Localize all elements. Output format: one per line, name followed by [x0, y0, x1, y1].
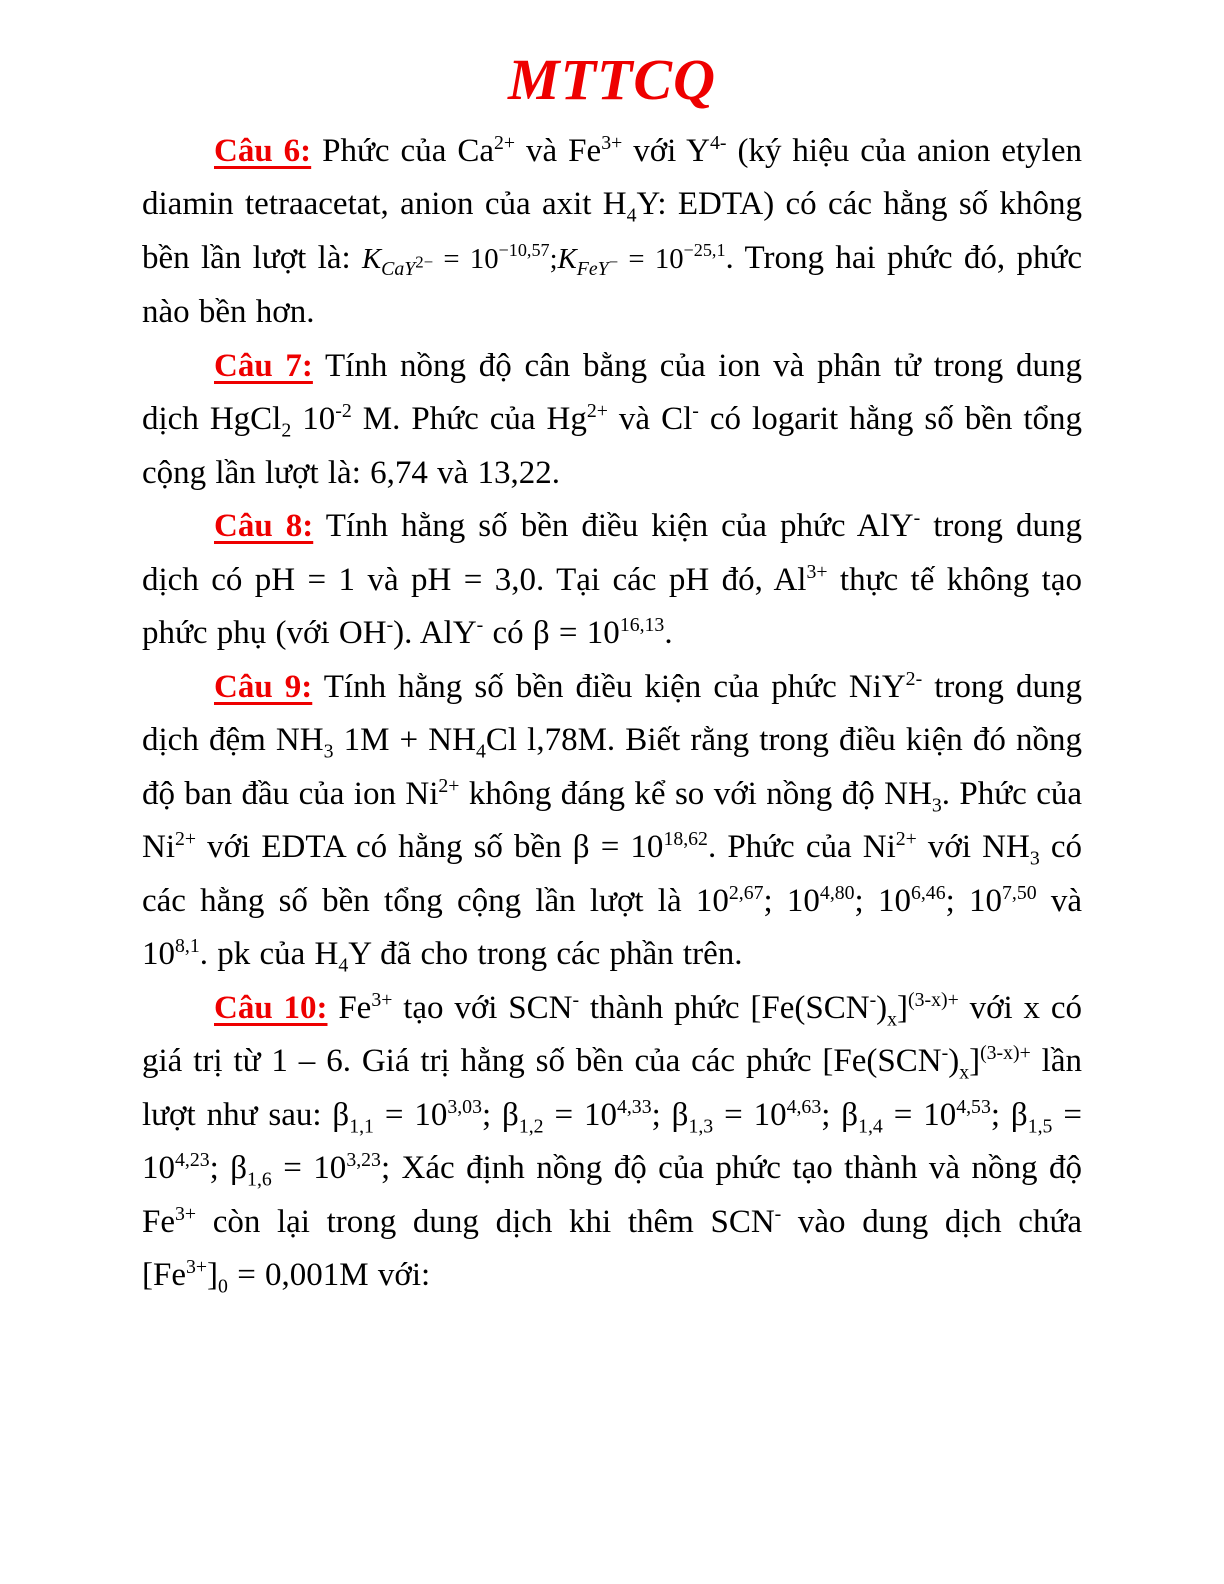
text-run: 3+ [601, 131, 623, 154]
text-run: 1,4 [858, 1115, 883, 1138]
text-run: − [608, 252, 619, 272]
paragraph-cau-9 [142, 661, 1082, 982]
text-run: = 10 [142, 1096, 1082, 1186]
text-run: 1,3 [688, 1115, 714, 1138]
text-run: = 10 [271, 1150, 347, 1186]
text-run: 7,50 [1002, 881, 1037, 904]
text-run: 1M + NH [333, 722, 476, 758]
text-run: 2,67 [728, 881, 764, 904]
text-run: 3+ [175, 1202, 197, 1225]
text-run: Y: EDTA) có các hằng số không bền lần lượt là: [142, 186, 1083, 276]
text-run: FeY [576, 258, 609, 281]
text-run: - [692, 400, 699, 422]
text-run: 3,03 [447, 1095, 482, 1118]
text-run: M. Phức của Hg [351, 401, 587, 437]
text-run: (3-x)+ [908, 988, 959, 1011]
text-run: 2+ [494, 131, 516, 154]
question-label-cau-10: Câu 10: [214, 989, 328, 1026]
text-run: 2+ [438, 774, 460, 797]
text-run: và 10 [142, 882, 1083, 972]
text-run: - [476, 614, 484, 636]
text-run: 4- [709, 131, 727, 154]
text-run: 0 [218, 1275, 228, 1298]
text-run: 4,63 [786, 1095, 822, 1118]
text-run [576, 252, 619, 281]
document-body [142, 125, 1082, 1303]
text-run: 3 [1029, 847, 1040, 870]
text-run: 3+ [186, 1256, 208, 1278]
text-run: Cl l,78M. Biết rằng trong điều kiện đó nồng độ ban đầu của ion Ni [142, 722, 1083, 812]
text-run: = 10 [433, 242, 499, 275]
text-run: (3-x)+ [980, 1042, 1031, 1064]
text-run: có các hằng số bền tổng cộng lần lượt là 10 [142, 829, 1082, 919]
text-run: 18,62 [663, 828, 708, 850]
text-run: = 10 [543, 1096, 617, 1133]
text-run: vào dung dịch chứa [Fe [142, 1203, 1082, 1293]
text-run: có logarit hằng số bền tổng cộng lần lượt là: 6,74 và 13,22. [142, 401, 1083, 491]
text-run: (ký hiệu của anion etylen diamin tetraacetat, anion của axit H [142, 132, 1082, 222]
text-run: = 10 [713, 1096, 787, 1133]
text-run: ). AlY [393, 615, 477, 651]
text-run: 3 [323, 740, 334, 763]
text-run: 6,46 [910, 881, 946, 904]
text-run: ; β [821, 1096, 859, 1133]
text-run: - [913, 507, 921, 529]
text-run: 4,33 [616, 1095, 652, 1118]
text-run: 1,1 [349, 1115, 374, 1138]
text-run: 2− [415, 252, 434, 272]
text-run: trong dung dịch có pH = 1 và pH = 3,0. Tại các pH đó, Al [142, 508, 1082, 598]
text-run: K [361, 242, 382, 275]
text-run: có β = 10 [483, 615, 620, 651]
text-run: ; 10 [763, 882, 820, 919]
question-label-cau-7: Câu 7: [214, 347, 313, 384]
text-run: 3+ [806, 560, 828, 583]
text-run: 2 [281, 419, 292, 442]
text-run: - [869, 988, 877, 1011]
text-run: CaY [381, 258, 416, 281]
text-run: với EDTA có hằng số bền β = 10 [196, 829, 664, 865]
text-run: trong dung dịch đệm NH [142, 668, 1082, 758]
text-run: = 10 [373, 1096, 448, 1133]
text-run: . Phức của Ni [707, 829, 896, 865]
text-run: −25,1 [683, 239, 726, 260]
text-run: 1,2 [518, 1115, 544, 1138]
text-run: 4,80 [819, 881, 855, 904]
question-label-cau-6: Câu 6: [214, 132, 312, 169]
text-run: 2+ [175, 828, 197, 850]
text-run: và Fe [515, 132, 602, 169]
text-run: 4,23 [175, 1149, 210, 1171]
text-run: -2 [335, 400, 352, 422]
text-run: ; β [209, 1150, 248, 1186]
text-run: 4 [626, 204, 637, 227]
text-run: thực tế không tạo phức phụ (với OH [142, 561, 1082, 651]
text-run: không đáng kể so với nồng độ NH [459, 775, 932, 812]
text-run: 1,6 [247, 1168, 272, 1191]
text-run: ] [969, 1043, 981, 1079]
text-run: và Cl [607, 401, 693, 437]
text-run: ] [207, 1257, 219, 1293]
text-run: 3+ [371, 988, 393, 1011]
question-label-cau-9: Câu 9: [214, 668, 313, 705]
text-run: Phức của Ca [311, 132, 494, 169]
text-run: - [941, 1042, 949, 1064]
paragraph-cau-8 [142, 500, 1082, 661]
text-run: ) [876, 989, 888, 1026]
text-run: . Trong hai phức đó, phức nào bền hơn. [142, 239, 1082, 330]
question-label-cau-8: Câu 8: [214, 508, 314, 544]
text-run: 2- [905, 667, 923, 690]
text-run: . [664, 615, 673, 651]
text-run: 10 [291, 401, 336, 437]
text-run: Tính nồng độ cân bằng của ion và phân tử trong dung dịch HgCl [142, 347, 1082, 437]
text-run: . pk của H [199, 936, 339, 972]
text-run: ; [549, 242, 558, 275]
text-run: Tính hằng số bền điều kiện của phức AlY [313, 508, 914, 544]
text-run: ; Xác định nồng độ của phức tạo thành và nồng độ Fe [142, 1150, 1082, 1240]
text-run: x [959, 1061, 970, 1084]
text-run: ; 10 [945, 882, 1003, 919]
text-run: = 10 [882, 1096, 957, 1133]
text-run: ; β [990, 1096, 1028, 1133]
text-run: ; β [651, 1096, 689, 1133]
text-run: Y đã cho trong các phần trên. [348, 936, 743, 972]
paragraph-cau-6 [142, 125, 1082, 340]
text-run: ] [897, 989, 909, 1026]
text-run: x [887, 1008, 898, 1031]
text-run: Tính hằng số bền điều kiện của phức NiY [312, 668, 906, 705]
text-run: Fe [327, 989, 372, 1026]
document-title: MTTCQ [508, 47, 716, 112]
text-run: K [557, 242, 577, 275]
text-run: ; 10 [854, 882, 911, 919]
text-run: . Phức của Ni [142, 775, 1082, 865]
text-run: tạo với SCN [392, 989, 573, 1026]
text-run: 3,23 [346, 1149, 381, 1171]
text-run: ; β [481, 1096, 519, 1133]
text-run: thành phức [Fe(SCN [579, 989, 870, 1026]
text-run: - [572, 988, 580, 1011]
text-run [381, 252, 434, 281]
text-run: 2+ [895, 828, 917, 850]
text-run: còn lại trong dung dịch khi thêm SCN [196, 1203, 775, 1240]
paragraph-cau-7 [142, 340, 1082, 501]
text-run: 3 [931, 794, 942, 817]
paragraph-cau-10 [142, 982, 1082, 1303]
text-run: với NH [916, 829, 1030, 865]
text-run: 4 [338, 954, 349, 977]
text-run: 8,1 [175, 935, 200, 957]
text-run: 4,53 [956, 1095, 991, 1118]
text-run: 1,5 [1027, 1115, 1053, 1138]
text-run: với x có giá trị từ 1 – 6. Giá trị hằng số bền của các phức [Fe(SCN [142, 989, 1082, 1079]
text-run: - [774, 1202, 782, 1225]
text-run: 2+ [586, 400, 608, 422]
text-run: = 10 [618, 242, 684, 275]
text-run: −10,57 [498, 239, 550, 260]
text-run: với Y [622, 132, 710, 169]
text-run: = 0,001M với: [227, 1257, 431, 1293]
text-run: ) [948, 1043, 960, 1079]
text-run: 4 [475, 740, 486, 763]
text-run: - [386, 614, 394, 636]
text-run: lần lượt như sau: β [142, 1043, 1082, 1133]
text-run: 16,13 [619, 614, 665, 636]
